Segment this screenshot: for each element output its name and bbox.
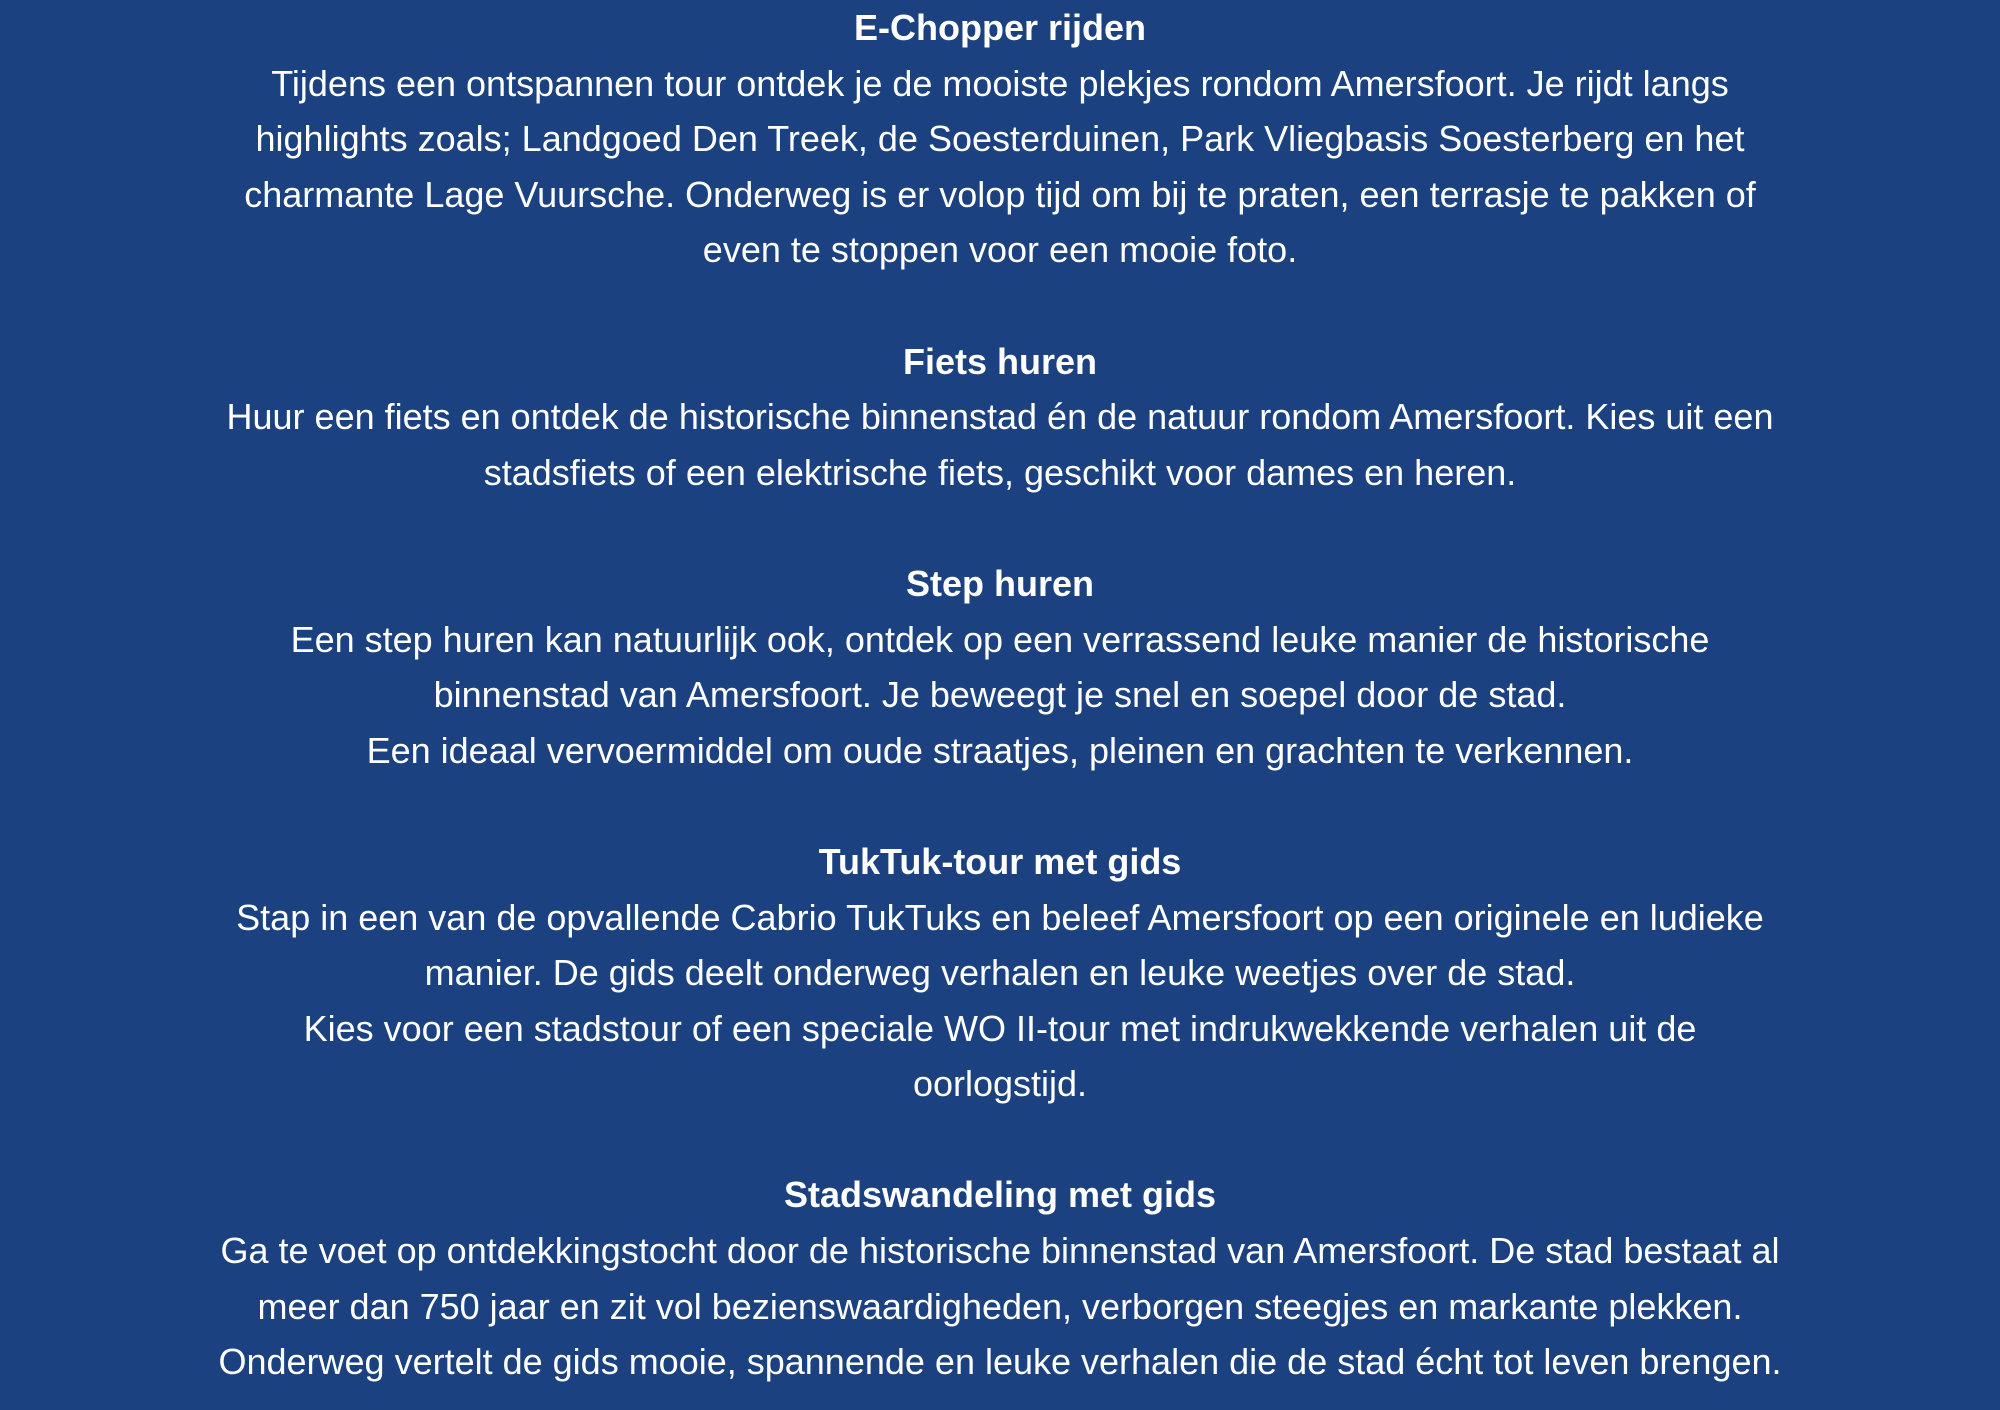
- activity-description-line: oorlogstijd.: [912, 1063, 1088, 1105]
- activity-description-line: stadsfiets of een elektrische fiets, geschikt voor dames en heren.: [483, 451, 1517, 493]
- activity-description-line: Onderweg vertelt de gids mooie, spannende en leuke verhalen die de stad écht tot leven brengen.: [218, 1341, 1782, 1383]
- activity-title: Step huren: [905, 562, 1094, 604]
- activity-description-line: Een ideaal vervoermiddel om oude straatjes, pleinen en grachten te verkennen.: [366, 729, 1634, 771]
- activity-section: [0, 0, 2000, 278]
- activity-description-line: charmante Lage Vuursche. Onderweg is er volop tijd om bij te praten, een terrasje te pakken of: [244, 173, 1756, 215]
- activity-description-line: Huur een fiets en ontdek de historische binnenstad én de natuur rondom Amersfoort. Kies uit een: [226, 396, 1774, 438]
- activity-section: [0, 556, 2000, 778]
- activity-section: [0, 1167, 2000, 1389]
- activity-description-line: binnenstad van Amersfoort. Je beweegt je snel en soepel door de stad.: [433, 674, 1567, 716]
- activity-title: Fiets huren: [902, 340, 1098, 382]
- activity-description-line: manier. De gids deelt onderweg verhalen en leuke weetjes over de stad.: [424, 952, 1576, 994]
- activity-description-line: Ga te voet op ontdekkingstocht door de historische binnenstad van Amersfoort. De stad bestaat al: [220, 1230, 1780, 1272]
- activity-title: Stadswandeling met gids: [783, 1174, 1217, 1216]
- activity-title: E-Chopper rijden: [853, 7, 1146, 48]
- activity-description-line: Een step huren kan natuurlijk ook, ontdek op een verrassend leuke manier de historische: [290, 618, 1710, 660]
- activity-description-line: even te stoppen voor een mooie foto.: [702, 229, 1298, 271]
- activity-description-line: Tijdens een ontspannen tour ontdek je de mooiste plekjes rondom Amersfoort. Je rijdt langs: [271, 62, 1729, 104]
- activity-section: [0, 334, 2000, 501]
- activity-description-line: Stap in een van de opvallende Cabrio TukTuks en beleef Amersfoort op een originele en ludieke: [236, 896, 1764, 938]
- activity-title: TukTuk-tour met gids: [818, 840, 1182, 882]
- activity-section: [0, 834, 2000, 1112]
- activity-description-line: highlights zoals; Landgoed Den Treek, de Soesterduinen, Park Vliegbasis Soesterberg en het: [255, 118, 1745, 160]
- activity-description-line: Kies voor een stadstour of een speciale WO II-tour met indrukwekkende verhalen uit de: [303, 1007, 1697, 1049]
- activity-description-line: meer dan 750 jaar en zit vol bezienswaardigheden, verborgen steegjes en markante plekken.: [257, 1285, 1743, 1327]
